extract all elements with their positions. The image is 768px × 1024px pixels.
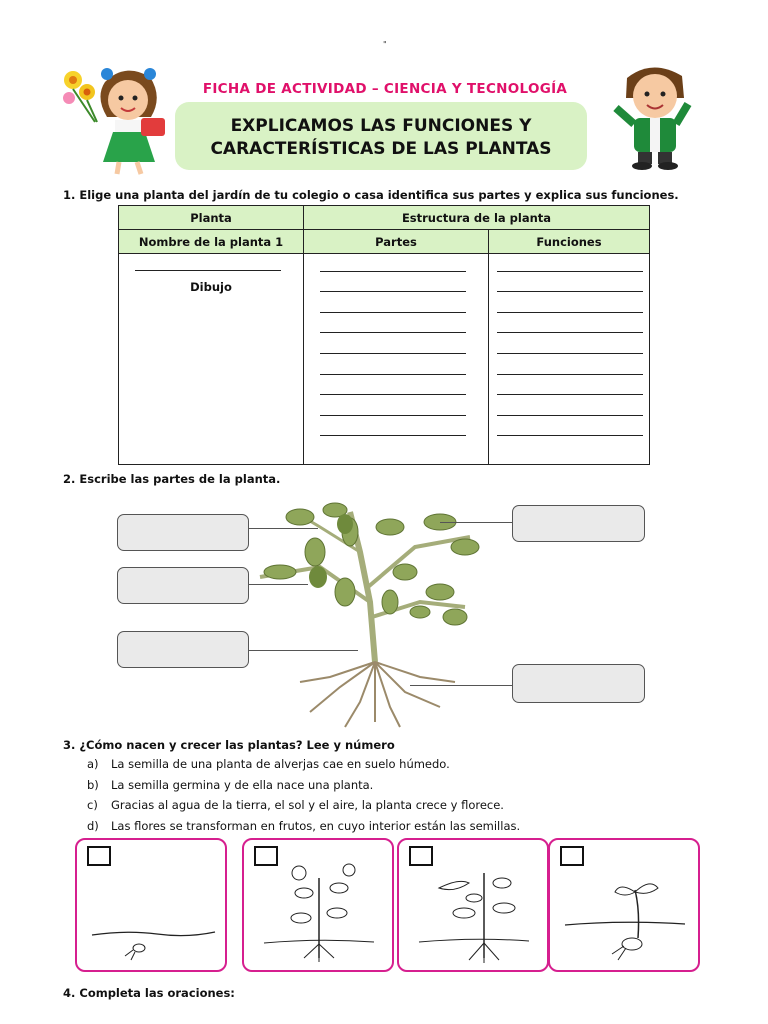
plant-part-box-1[interactable] bbox=[117, 514, 249, 551]
flowering-plant-drawing bbox=[259, 858, 379, 966]
step-a bbox=[87, 757, 450, 771]
connector-line bbox=[248, 650, 358, 651]
answer-line[interactable] bbox=[497, 394, 643, 395]
connector-line bbox=[248, 528, 318, 529]
question-1: 1. Elige una planta del jardín de tu colegio o casa identifica sus partes y explica sus funciones. bbox=[63, 188, 679, 202]
plant-structure-table bbox=[118, 205, 650, 465]
fruiting-plant-drawing bbox=[414, 858, 534, 966]
seed-in-soil-drawing bbox=[87, 900, 217, 965]
drawing-cell[interactable] bbox=[119, 254, 304, 465]
plant-part-box-4[interactable] bbox=[512, 505, 645, 542]
growth-card-flowering bbox=[242, 838, 394, 972]
girl-illustration bbox=[55, 62, 180, 177]
answer-line[interactable] bbox=[320, 374, 466, 375]
connector-line bbox=[248, 584, 308, 585]
sprout-drawing bbox=[560, 870, 690, 966]
step-text: Gracias al agua de la tierra, el sol y el aire, la planta crece y florece. bbox=[111, 798, 504, 812]
growth-card-sprout bbox=[548, 838, 700, 972]
plant-part-box-2[interactable] bbox=[117, 567, 249, 604]
answer-line[interactable] bbox=[497, 271, 643, 272]
step-letter: c) bbox=[87, 798, 98, 812]
answer-line[interactable] bbox=[320, 394, 466, 395]
step-c bbox=[87, 798, 504, 812]
header-nombre-planta: Nombre de la planta 1 bbox=[119, 230, 304, 254]
step-text: La semilla germina y de ella nace una planta. bbox=[111, 778, 374, 792]
main-title-line1: EXPLICAMOS LAS FUNCIONES Y bbox=[230, 116, 532, 136]
header-estructura: Estructura de la planta bbox=[304, 206, 650, 230]
main-title-line2: CARACTERÍSTICAS DE LAS PLANTAS bbox=[210, 139, 552, 159]
number-box[interactable] bbox=[87, 846, 111, 866]
step-letter: b) bbox=[87, 778, 99, 792]
connector-line bbox=[440, 522, 512, 523]
number-box[interactable] bbox=[560, 846, 584, 866]
dibujo-label: Dibujo bbox=[190, 280, 232, 294]
top-mark: " bbox=[383, 40, 387, 49]
growth-card-fruiting bbox=[397, 838, 549, 972]
flowers bbox=[63, 71, 97, 122]
answer-line[interactable] bbox=[497, 291, 643, 292]
answer-line[interactable] bbox=[497, 332, 643, 333]
funciones-cell[interactable] bbox=[489, 254, 650, 465]
plant-part-box-3[interactable] bbox=[117, 631, 249, 668]
plant-part-box-5[interactable] bbox=[512, 664, 645, 703]
sheet-title: FICHA DE ACTIVIDAD – CIENCIA Y TECNOLOGÍA bbox=[202, 81, 568, 97]
answer-line[interactable] bbox=[497, 415, 643, 416]
boy-illustration bbox=[602, 58, 712, 173]
partes-cell[interactable] bbox=[304, 254, 489, 465]
main-title bbox=[175, 115, 587, 161]
answer-line[interactable] bbox=[320, 312, 466, 313]
question-4: 4. Completa las oraciones: bbox=[63, 986, 235, 1000]
answer-line[interactable] bbox=[497, 312, 643, 313]
header-planta: Planta bbox=[119, 206, 304, 230]
step-letter: d) bbox=[87, 819, 99, 833]
header-funciones: Funciones bbox=[489, 230, 650, 254]
answer-line[interactable] bbox=[320, 353, 466, 354]
header-partes: Partes bbox=[304, 230, 489, 254]
name-line[interactable] bbox=[135, 270, 281, 271]
answer-line[interactable] bbox=[497, 374, 643, 375]
answer-line[interactable] bbox=[320, 415, 466, 416]
answer-line[interactable] bbox=[497, 353, 643, 354]
answer-line[interactable] bbox=[320, 271, 466, 272]
step-b bbox=[87, 778, 373, 792]
step-d bbox=[87, 819, 520, 833]
growth-card-seed bbox=[75, 838, 227, 972]
question-2: 2. Escribe las partes de la planta. bbox=[63, 472, 281, 486]
answer-line[interactable] bbox=[320, 332, 466, 333]
answer-line[interactable] bbox=[320, 291, 466, 292]
answer-line[interactable] bbox=[320, 435, 466, 436]
connector-line bbox=[410, 685, 512, 686]
question-3: 3. ¿Cómo nacen y crecer las plantas? Lee y número bbox=[63, 738, 395, 752]
step-text: La semilla de una planta de alverjas cae en suelo húmedo. bbox=[111, 757, 450, 771]
step-text: Las flores se transforman en frutos, en cuyo interior están las semillas. bbox=[111, 819, 521, 833]
step-letter: a) bbox=[87, 757, 99, 771]
answer-line[interactable] bbox=[497, 435, 643, 436]
